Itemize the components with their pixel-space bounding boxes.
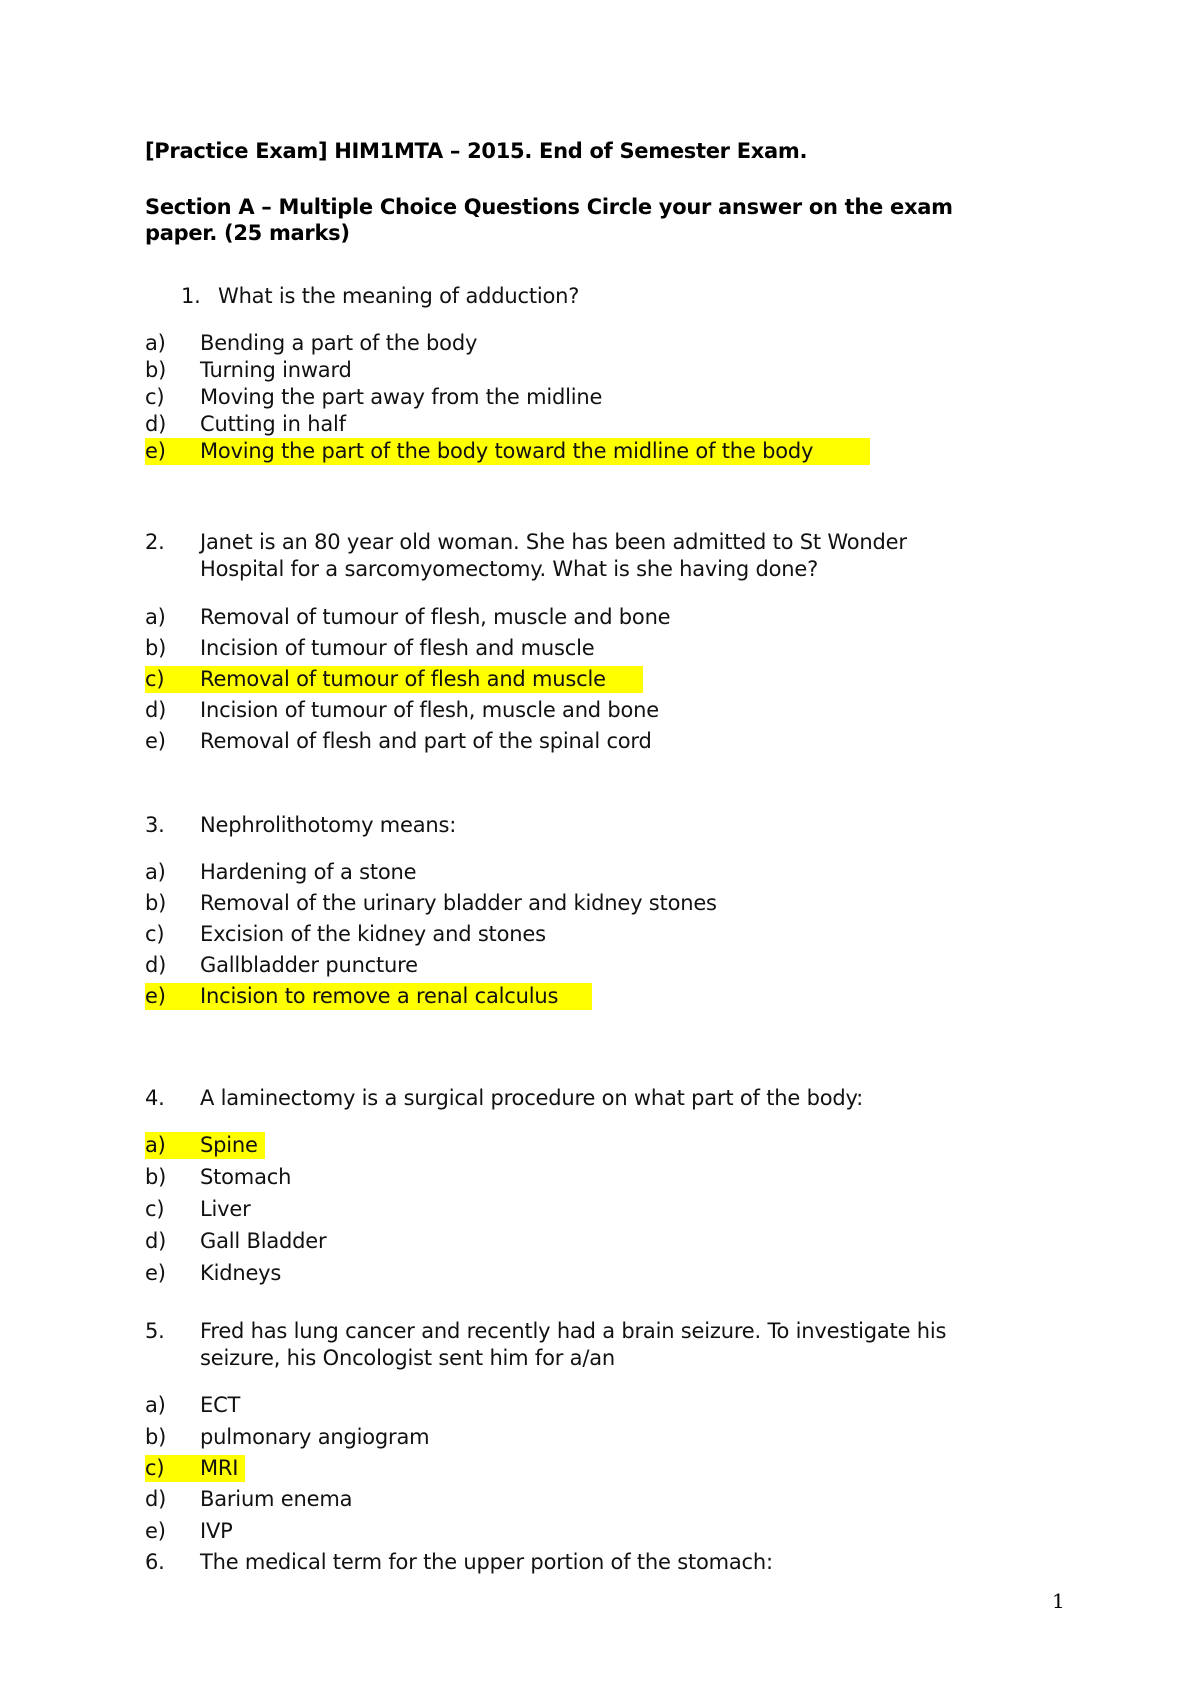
option-label: c) — [145, 922, 165, 946]
option-text: Cutting in half — [200, 412, 346, 436]
option-text: Moving the part of the body toward the midline of the body — [200, 439, 814, 463]
option-text: Liver — [200, 1197, 251, 1221]
option-label: e) — [145, 439, 166, 463]
option-label: d) — [145, 1229, 167, 1253]
section-heading — [145, 194, 1075, 246]
option-text: Removal of flesh and part of the spinal cord — [200, 729, 652, 753]
option-label: b) — [145, 636, 167, 660]
option-text: Gall Bladder — [200, 1229, 327, 1253]
option-text: IVP — [200, 1519, 233, 1543]
option-label: a) — [145, 1393, 166, 1417]
option-label: e) — [145, 1519, 166, 1543]
exam-title: [Practice Exam] HIM1MTA – 2015. End of Semester Exam. — [145, 139, 808, 163]
question-number: 1. — [181, 284, 201, 308]
question-number: 3. — [145, 813, 165, 837]
option-text: Stomach — [200, 1165, 292, 1189]
option-text: Kidneys — [200, 1261, 282, 1285]
option-text: Barium enema — [200, 1487, 353, 1511]
option-text: Spine — [200, 1133, 258, 1157]
question-text: The medical term for the upper portion of the stomach: — [200, 1550, 773, 1574]
option-label: d) — [145, 412, 167, 436]
option-text: Removal of tumour of flesh, muscle and bone — [200, 605, 671, 629]
option-label: a) — [145, 1133, 166, 1157]
option-text: Incision of tumour of flesh, muscle and bone — [200, 698, 660, 722]
option-label: d) — [145, 1487, 167, 1511]
question-text: Hospital for a sarcomyomectomy. What is she having done? — [200, 557, 819, 581]
question-number: 4. — [145, 1086, 165, 1110]
option-text: pulmonary angiogram — [200, 1425, 430, 1449]
option-label: b) — [145, 358, 167, 382]
section-heading-line-2: paper. (25 marks) — [145, 221, 350, 245]
question-text: A laminectomy is a surgical procedure on what part of the body: — [200, 1086, 864, 1110]
option-label: b) — [145, 891, 167, 915]
question-text: seizure, his Oncologist sent him for a/an — [200, 1346, 615, 1370]
question-text: What is the meaning of adduction? — [218, 284, 580, 308]
question-number: 6. — [145, 1550, 165, 1574]
option-label: c) — [145, 667, 165, 691]
question-text: Fred has lung cancer and recently had a brain seizure. To investigate his — [200, 1319, 947, 1343]
option-text: Hardening of a stone — [200, 860, 417, 884]
option-label: d) — [145, 698, 167, 722]
option-label: e) — [145, 729, 166, 753]
question-text: Janet is an 80 year old woman. She has been admitted to St Wonder — [200, 530, 907, 554]
option-text: Moving the part away from the midline — [200, 385, 603, 409]
section-heading-line-1: Section A – Multiple Choice Questions Circle your answer on the exam — [145, 195, 953, 219]
option-label: a) — [145, 860, 166, 884]
option-text: ECT — [200, 1393, 241, 1417]
question-text: Nephrolithotomy means: — [200, 813, 457, 837]
option-label: b) — [145, 1165, 167, 1189]
option-text: Turning inward — [200, 358, 352, 382]
option-text: Incision to remove a renal calculus — [200, 984, 559, 1008]
option-label: d) — [145, 953, 167, 977]
option-label: c) — [145, 1456, 165, 1480]
option-label: e) — [145, 984, 166, 1008]
option-text: Removal of tumour of flesh and muscle — [200, 667, 606, 691]
question-number: 2. — [145, 530, 165, 554]
page-number: 1 — [1052, 1589, 1065, 1613]
option-label: c) — [145, 1197, 165, 1221]
option-text: Incision of tumour of flesh and muscle — [200, 636, 595, 660]
question-number: 5. — [145, 1319, 165, 1343]
option-label: a) — [145, 605, 166, 629]
option-label: e) — [145, 1261, 166, 1285]
option-text: Excision of the kidney and stones — [200, 922, 546, 946]
option-text: Removal of the urinary bladder and kidney stones — [200, 891, 717, 915]
option-text: MRI — [200, 1456, 239, 1480]
option-text: Bending a part of the body — [200, 331, 478, 355]
option-text: Gallbladder puncture — [200, 953, 418, 977]
option-label: a) — [145, 331, 166, 355]
option-label: b) — [145, 1425, 167, 1449]
option-label: c) — [145, 385, 165, 409]
